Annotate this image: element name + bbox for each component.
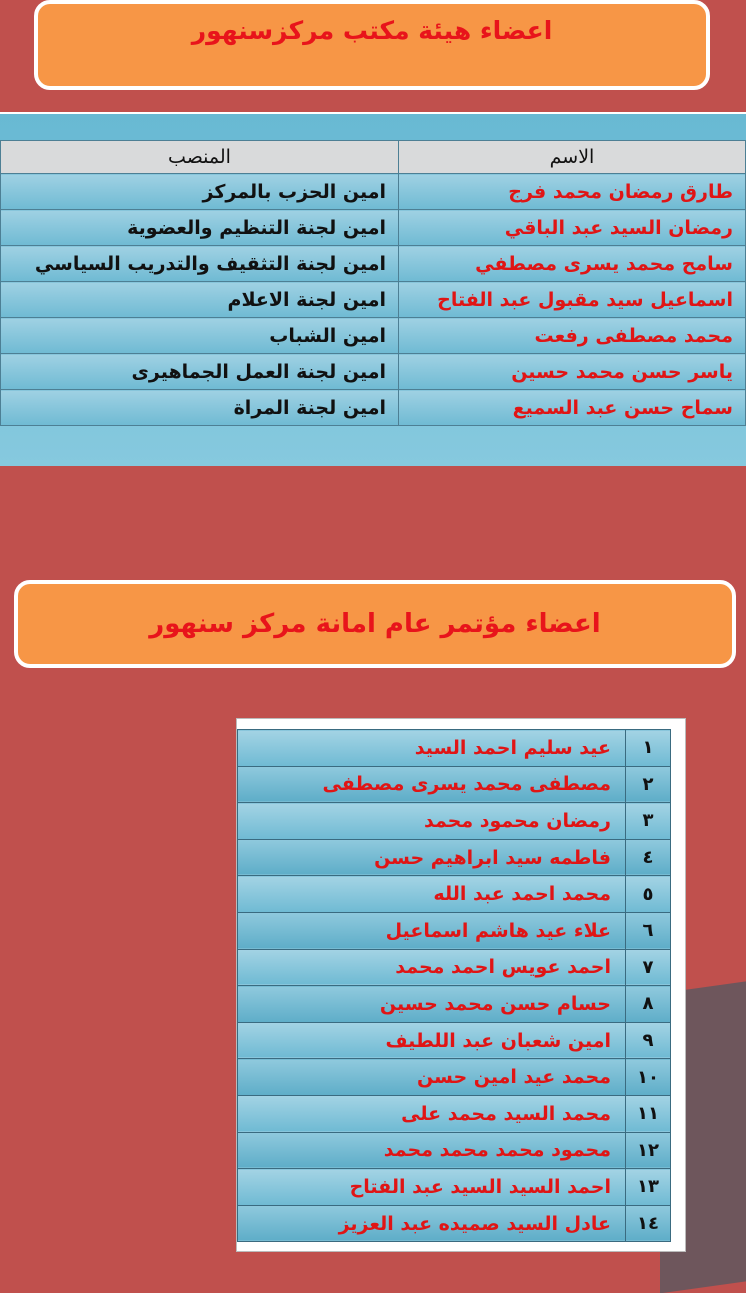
member-name: علاء عيد هاشم اسماعيل [238, 912, 626, 949]
table-row [238, 1095, 671, 1132]
member-name: سامح محمد يسرى مصطفي [399, 246, 746, 282]
office-members-title: اعضاء هيئة مكتب مركزسنهور [191, 15, 553, 45]
table-row [238, 766, 671, 803]
table-row [1, 174, 746, 210]
member-name: محمد مصطفى رفعت [399, 318, 746, 354]
member-name: اسماعيل سيد مقبول عبد الفتاح [399, 282, 746, 318]
member-position: امين لجنة العمل الجماهيرى [1, 354, 399, 390]
member-name: محمد احمد عبد الله [238, 876, 626, 913]
row-number: ١ [626, 730, 671, 767]
member-position: امين لجنة المراة [1, 390, 399, 426]
conference-members-table [237, 729, 671, 1242]
office-members-table-panel [0, 112, 746, 466]
header-name: الاسم [399, 141, 746, 174]
table-row [238, 1022, 671, 1059]
conference-members-banner [14, 580, 736, 668]
row-number: ٩ [626, 1022, 671, 1059]
row-number: ٨ [626, 986, 671, 1023]
table-row [238, 1205, 671, 1242]
table-row [238, 1132, 671, 1169]
member-name: محمد عيد امين حسن [238, 1059, 626, 1096]
row-number: ١١ [626, 1095, 671, 1132]
member-name: احمد السيد السيد عبد الفتاح [238, 1169, 626, 1206]
conference-members-table-panel [236, 718, 686, 1252]
table-row [1, 390, 746, 426]
table-row [238, 1059, 671, 1096]
member-name: احمد عويس احمد محمد [238, 949, 626, 986]
table-row [1, 246, 746, 282]
table-row [238, 803, 671, 840]
row-number: ١٣ [626, 1169, 671, 1206]
member-name: رمضان محمود محمد [238, 803, 626, 840]
table-row [238, 986, 671, 1023]
member-name: عيد سليم احمد السيد [238, 730, 626, 767]
table-row [238, 912, 671, 949]
row-number: ١٤ [626, 1205, 671, 1242]
table-row [238, 839, 671, 876]
member-position: امين لجنة التثقيف والتدريب السياسي [1, 246, 399, 282]
table-row [238, 1169, 671, 1206]
member-name: فاطمه سيد ابراهيم حسن [238, 839, 626, 876]
member-name: طارق رمضان محمد فرج [399, 174, 746, 210]
member-name: مصطفى محمد يسرى مصطفى [238, 766, 626, 803]
table-row [1, 318, 746, 354]
member-name: سماح حسن عبد السميع [399, 390, 746, 426]
member-name: عادل السيد صميده عبد العزيز [238, 1205, 626, 1242]
row-number: ٧ [626, 949, 671, 986]
member-name: محمد السيد محمد على [238, 1095, 626, 1132]
row-number: ٣ [626, 803, 671, 840]
row-number: ٥ [626, 876, 671, 913]
member-name: امين شعبان عبد اللطيف [238, 1022, 626, 1059]
row-number: ٦ [626, 912, 671, 949]
table-row [1, 282, 746, 318]
row-number: ٢ [626, 766, 671, 803]
table-row [1, 354, 746, 390]
row-number: ٤ [626, 839, 671, 876]
member-name: ياسر حسن محمد حسين [399, 354, 746, 390]
member-position: امين لجنة الاعلام [1, 282, 399, 318]
row-number: ١٢ [626, 1132, 671, 1169]
member-name: حسام حسن محمد حسين [238, 986, 626, 1023]
table-row [1, 210, 746, 246]
member-name: رمضان السيد عبد الباقي [399, 210, 746, 246]
table-header-row [1, 141, 746, 174]
table-row [238, 949, 671, 986]
member-position: امين الحزب بالمركز [1, 174, 399, 210]
member-name: محمود محمد محمد محمد [238, 1132, 626, 1169]
header-position: المنصب [1, 141, 399, 174]
table-row [238, 730, 671, 767]
office-members-banner [34, 0, 710, 90]
table-row [238, 876, 671, 913]
office-members-table [0, 140, 746, 426]
member-position: امين الشباب [1, 318, 399, 354]
row-number: ١٠ [626, 1059, 671, 1096]
member-position: امين لجنة التنظيم والعضوية [1, 210, 399, 246]
conference-members-title: اعضاء مؤتمر عام امانة مركز سنهور [149, 609, 601, 639]
